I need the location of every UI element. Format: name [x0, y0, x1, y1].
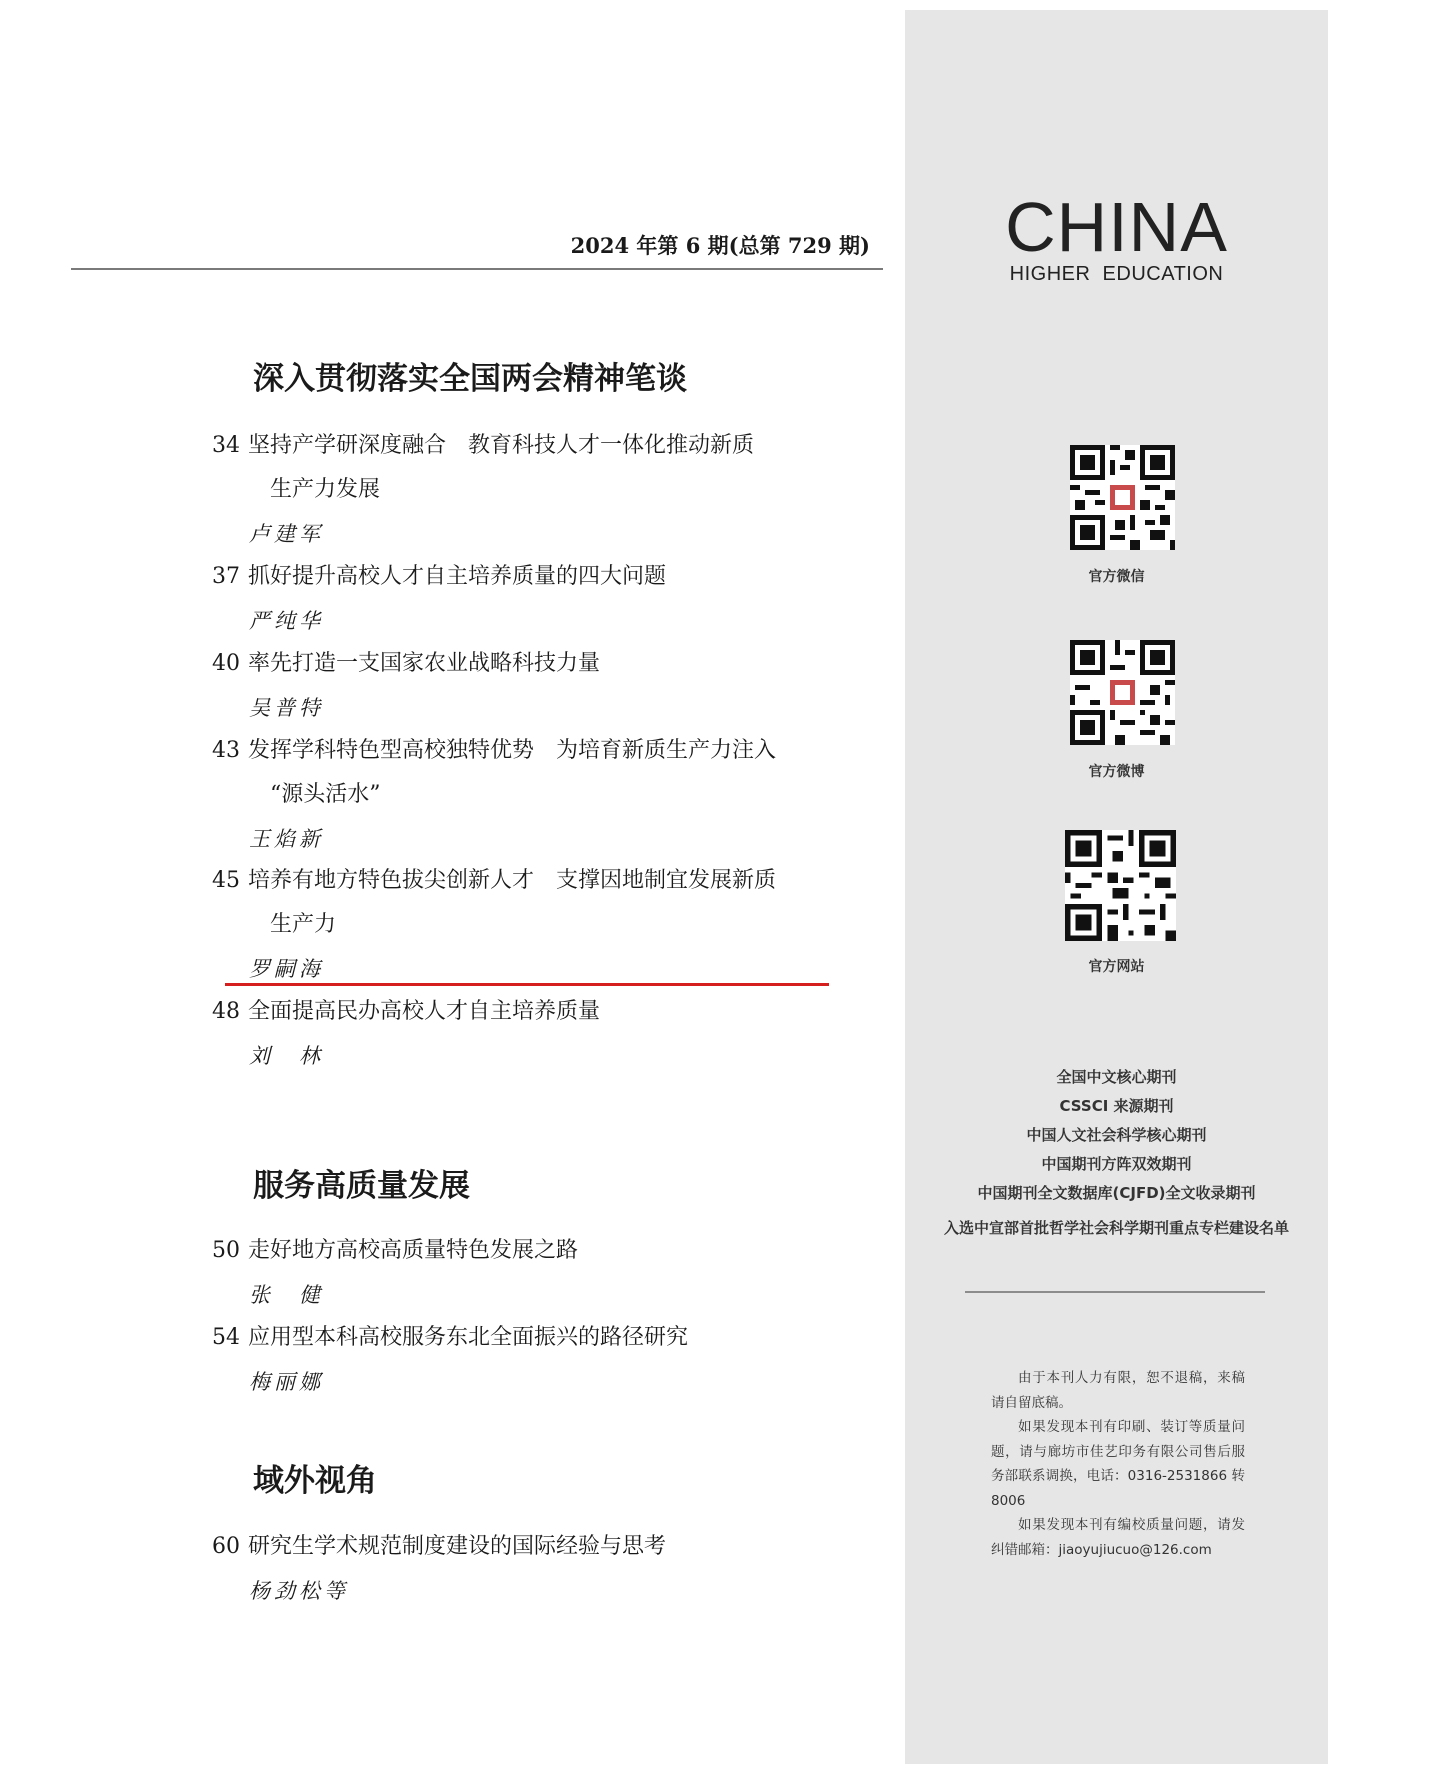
toc-entry[interactable] [212, 1316, 812, 1404]
highlight-underline [225, 983, 829, 986]
journal-logo-subtitle: HIGHER EDUCATION [1009, 263, 1224, 285]
article-title: 研究生学术规范制度建设的国际经验与思考 [248, 1534, 667, 1559]
page-number: 37 [212, 564, 240, 589]
header-divider [71, 268, 883, 270]
article-title: 抓好提升高校人才自主培养质量的四大问题 [248, 564, 667, 589]
qr-label: 官方微博 [1088, 764, 1145, 780]
article-title-cont: 生产力 [270, 912, 337, 937]
section-title: 域外视角 [253, 1463, 377, 1499]
page-number: 60 [212, 1534, 240, 1559]
notice-paragraph: 由于本刊人力有限，恕不退稿，来稿请自留底稿。 [991, 1370, 1245, 1411]
article-title: 发挥学科特色型高校独特优势 为培育新质生产力注入 [248, 738, 777, 763]
toc-entry[interactable] [212, 1525, 812, 1613]
qr-label: 官方微信 [1088, 569, 1145, 585]
article-title-cont: “源头活水” [270, 782, 381, 807]
qr-code-icon[interactable] [1070, 445, 1175, 550]
panel-divider [965, 1291, 1265, 1293]
article-author: 张 健 [249, 1283, 324, 1307]
index-item: 中国人文社会科学核心期刊 [1026, 1126, 1207, 1144]
journal-logo: CHINA [1005, 188, 1228, 266]
index-item: 全国中文核心期刊 [1056, 1068, 1177, 1086]
notice-paragraph: 如果发现本刊有印刷、装订等质量问题，请与廊坊市佳艺印务有限公司售后服务部联系调换，电话：0316-2531866 转 8006 [991, 1419, 1245, 1509]
article-author: 吴普特 [249, 696, 324, 720]
article-author: 梅丽娜 [249, 1370, 324, 1394]
toc-entry[interactable] [212, 555, 812, 643]
qr-label: 官方网站 [1088, 959, 1145, 975]
article-title: 率先打造一支国家农业战略科技力量 [248, 651, 601, 676]
article-author: 杨劲松等 [249, 1579, 349, 1603]
article-title-cont: 生产力发展 [270, 477, 381, 502]
index-item: 中国期刊方阵双效期刊 [1041, 1155, 1192, 1173]
toc-entry[interactable] [212, 990, 812, 1078]
article-title: 培养有地方特色拔尖创新人才 支撑因地制宜发展新质 [248, 868, 777, 893]
toc-entry[interactable] [212, 642, 812, 730]
index-item: 入选中宣部首批哲学社会科学期刊重点专栏建设名单 [943, 1219, 1289, 1237]
notice-paragraph: 如果发现本刊有编校质量问题，请发纠错邮箱：jiaoyujiucuo@126.com [991, 1517, 1245, 1558]
article-author: 罗嗣海 [249, 957, 324, 981]
page-number: 34 [212, 433, 240, 458]
toc-entry[interactable] [212, 729, 812, 861]
page-number: 45 [212, 868, 240, 893]
toc-entry[interactable] [212, 1229, 812, 1317]
article-title: 坚持产学研深度融合 教育科技人才一体化推动新质 [248, 433, 755, 458]
article-author: 王焰新 [249, 827, 324, 851]
sidebar-panel [905, 10, 1328, 1764]
index-item: CSSCI 来源期刊 [1059, 1097, 1174, 1115]
qr-code-icon[interactable] [1065, 830, 1176, 941]
qr-code-icon[interactable] [1070, 640, 1175, 745]
toc-entry[interactable] [212, 424, 812, 556]
article-title: 应用型本科高校服务东北全面振兴的路径研究 [248, 1325, 689, 1350]
toc-entry[interactable] [212, 859, 812, 991]
page-number: 40 [212, 651, 240, 676]
editorial-notice [991, 1366, 1245, 1562]
page-number: 43 [212, 738, 240, 763]
page-number: 54 [212, 1325, 240, 1350]
article-author: 卢建军 [249, 522, 324, 546]
index-item: 中国期刊全文数据库(CJFD)全文收录期刊 [977, 1184, 1256, 1202]
section-title: 深入贯彻落实全国两会精神笔谈 [253, 361, 687, 397]
page-number: 50 [212, 1238, 240, 1263]
article-title: 走好地方高校高质量特色发展之路 [248, 1238, 579, 1263]
article-title: 全面提高民办高校人才自主培养质量 [248, 999, 601, 1024]
index-listings [905, 1063, 1328, 1243]
article-author: 刘 林 [249, 1044, 324, 1068]
article-author: 严纯华 [249, 609, 324, 633]
section-title: 服务高质量发展 [253, 1168, 470, 1204]
issue-number: 2024 年第 6 期(总第 729 期) [570, 233, 870, 258]
page-number: 48 [212, 999, 240, 1024]
